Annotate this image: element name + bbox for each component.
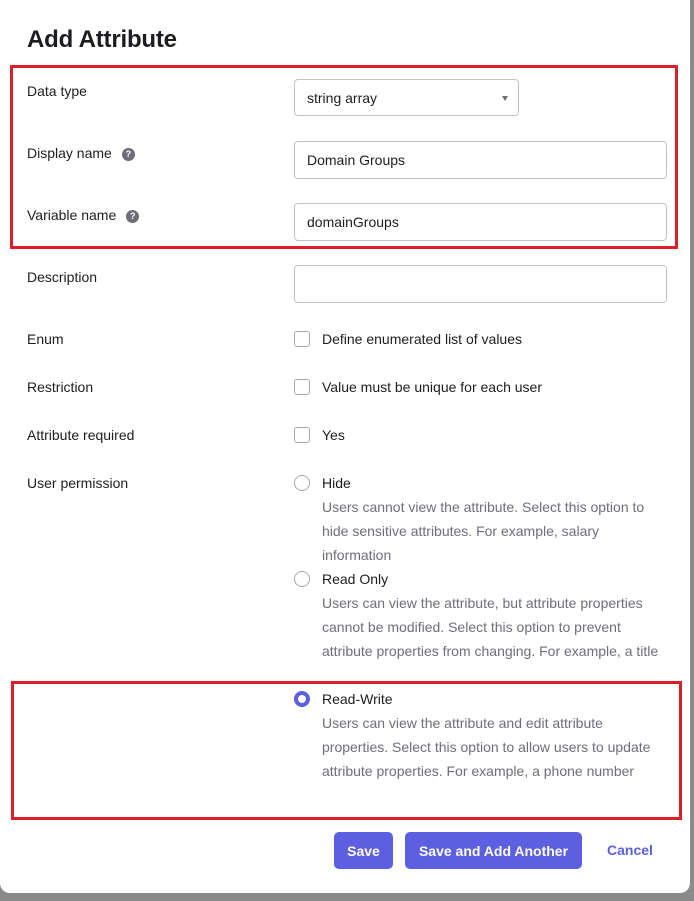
- permission-option-read-write[interactable]: Read-Write: [322, 691, 393, 707]
- description-field[interactable]: [294, 265, 667, 303]
- restriction-label: Restriction: [27, 379, 94, 395]
- permission-option-hide[interactable]: Hide: [322, 475, 351, 491]
- display-name-label: Display name: [27, 145, 112, 161]
- data-type-label: Data type: [27, 83, 87, 99]
- display-name-value: Domain Groups: [307, 152, 406, 168]
- highlight-box-fields: [10, 65, 678, 249]
- enum-checkbox[interactable]: [294, 331, 310, 347]
- permission-desc-hide: Users cannot view the attribute. Select this option to hide sensitive attributes. For example, salary information: [322, 499, 645, 563]
- variable-name-label: Variable name: [27, 207, 117, 223]
- permission-desc-read-write: Users can view the attribute and edit attribute properties. Select this option to allow users to update attribute properties. For example, a phone number: [322, 715, 651, 779]
- user-permission-label: User permission: [27, 475, 129, 491]
- help-icon[interactable]: ?: [126, 210, 139, 223]
- dialog-title: Add Attribute: [27, 26, 177, 53]
- restriction-checkbox[interactable]: [294, 379, 310, 395]
- attribute-required-option-label[interactable]: Yes: [322, 427, 345, 443]
- attribute-required-label: Attribute required: [27, 427, 135, 443]
- help-icon[interactable]: ?: [122, 148, 135, 161]
- variable-name-value: domainGroups: [307, 214, 399, 230]
- cancel-link[interactable]: Cancel: [607, 842, 653, 858]
- permission-radio-hide[interactable]: [294, 475, 310, 491]
- permission-radio-read-only[interactable]: [294, 571, 310, 587]
- permission-option-read-only[interactable]: Read Only: [322, 571, 389, 587]
- permission-desc-read-only: Users can view the attribute, but attribute properties cannot be modified. Select this option to prevent attribute properties from changing. For example, a title: [322, 595, 659, 659]
- save-button[interactable]: Save: [334, 832, 393, 869]
- description-label: Description: [27, 269, 98, 285]
- attribute-required-checkbox[interactable]: [294, 427, 310, 443]
- enum-option-label[interactable]: Define enumerated list of values: [322, 331, 522, 347]
- data-type-value: string array: [307, 90, 378, 106]
- save-and-add-another-button[interactable]: Save and Add Another: [405, 832, 582, 869]
- enum-label: Enum: [27, 331, 64, 347]
- restriction-option-label[interactable]: Value must be unique for each user: [322, 379, 542, 395]
- highlight-box-read-write: [11, 681, 682, 820]
